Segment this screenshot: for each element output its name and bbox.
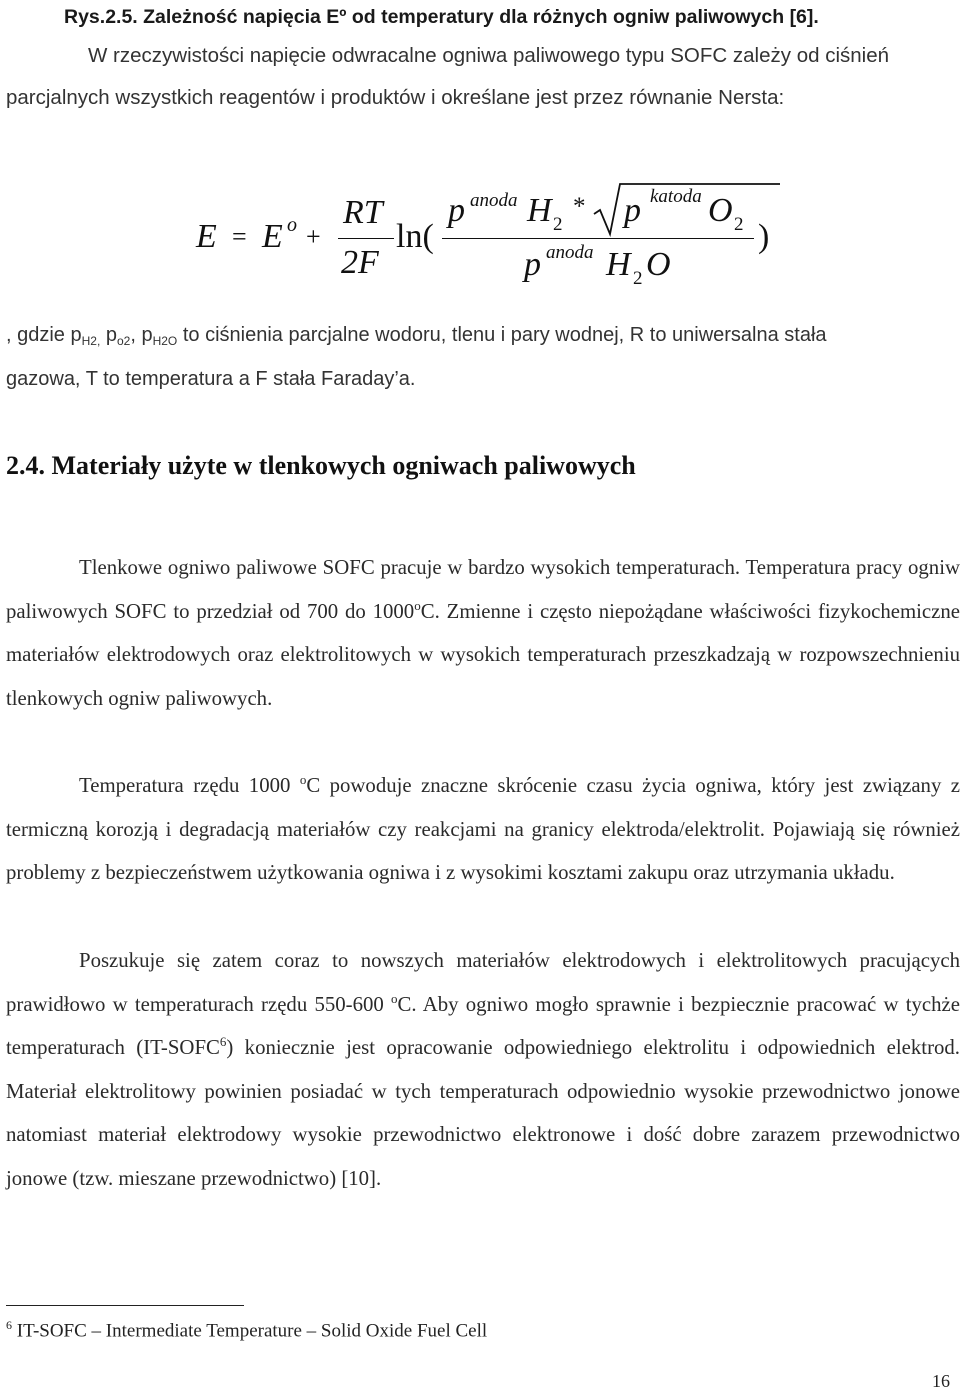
paragraph-2: Temperatura rzędu 1000 $^o$C powoduje znaczne skrócenie czasu życia ogniwa, który jest związany z termiczną korozją i degradacją materiałów czy reakcjami na granicy elektroda/elektrolit. Pojawiają się również problemy z bezpieczeństwem użytkowania ogniwa i z wysokimi kosztami zakupu oraz utrzymania układu.	[6, 772, 960, 884]
formula-katoda: katoda	[650, 186, 702, 207]
formula-H2-sub: 2	[553, 214, 563, 235]
page-number: 16	[932, 1371, 950, 1391]
paragraph-3: Poszukuje się zatem coraz to nowszych materiałów elektrodowych i elektrolitowych pracujących prawidłowo w temperaturach rzędu 550-600 $^o$C. Aby ogniwo mogło sprawnie i bezpiecznie pracować w tychże temperaturach (IT-SOFC$^6$) koniecznie jest opracowanie odpowiedniego elektrolitu i odpowiednich elektrod. Materiał elektrolitowy powinien posiadać w tych temperaturach odpowiednio wysokie przewodnictwo jonowe natomiast materiał elektrodowy wysokie przewodnictwo elektronowe i dość dobre zarazem przewodnictwo jonowe (tzw. mieszane przewodnictwo) [10].	[6, 949, 960, 1190]
where-line-1: , gdzie $p_{H2,}$ $p_{o2}$, $p_{H2O}$ to ciśnienia parcjalne wodoru, tlenu i pary wodnej, R to uniwersalna stała	[6, 324, 827, 348]
formula-E: E	[196, 218, 217, 255]
formula-p-o2: p	[624, 192, 641, 229]
formula-O2: O	[708, 192, 733, 229]
formula-anoda-1: anoda	[470, 190, 518, 211]
formula-E0: E	[262, 218, 283, 255]
formula-H2O-sub: 2	[633, 268, 643, 289]
paragraph-1: Tlenkowe ogniwo paliwowe SOFC pracuje w bardzo wysokich temperaturach. Temperatura pracy ogniw paliwowych SOFC to przedział od 700 do 1000$^o$C. Zmienne i często niepożądane właściwości fizykochemiczne materiałów elektrodowych oraz elektrolitowych w wysokich temperaturach przeszkadzają w rozpowszechnieniu tlenkowych ogniw paliwowych.	[6, 556, 960, 710]
formula-H2: H	[527, 192, 552, 229]
formula-fraction-bar-2	[442, 238, 754, 239]
formula-p-h2o: p	[524, 246, 541, 283]
formula-E0-sup: o	[287, 214, 297, 236]
formula-O2-sub: 2	[734, 214, 744, 235]
formula-H2O-O: O	[646, 246, 671, 283]
intro-line-1: W rzeczywistości napięcie odwracalne ogniwa paliwowego typu SOFC zależy od ciśnień	[88, 44, 890, 67]
formula-ln: ln(	[396, 218, 434, 255]
intro-line-2: parcjalnych wszystkich reagentów i produktów i określane jest przez równanie Nersta:	[6, 86, 785, 109]
section-heading: 2.4. Materiały użyte w tlenkowych ogniwach paliwowych	[6, 451, 636, 480]
figure-caption: Rys.2.5. Zależność napięcia Eº od temperatury dla różnych ogniw paliwowych [6].	[64, 6, 819, 28]
footnote: $^6$ IT-SOFC – Intermediate Temperature – Solid Oxide Fuel Cell	[6, 1318, 488, 1342]
formula-RT: RT	[343, 194, 383, 231]
formula-close-paren: )	[758, 218, 770, 255]
formula-fraction-bar-1	[338, 238, 394, 239]
formula-plus: +	[306, 222, 321, 251]
formula-equals: =	[232, 222, 247, 251]
formula-H2O-H: H	[606, 246, 631, 283]
formula-star: *	[573, 193, 586, 220]
formula-anoda-2: anoda	[546, 242, 594, 263]
footnote-rule	[6, 1305, 244, 1306]
formula-p-h2: p	[448, 192, 465, 229]
where-line-2: gazowa, T to temperatura a F stała Faraday’a.	[6, 368, 416, 390]
formula-2F: 2F	[341, 244, 379, 281]
